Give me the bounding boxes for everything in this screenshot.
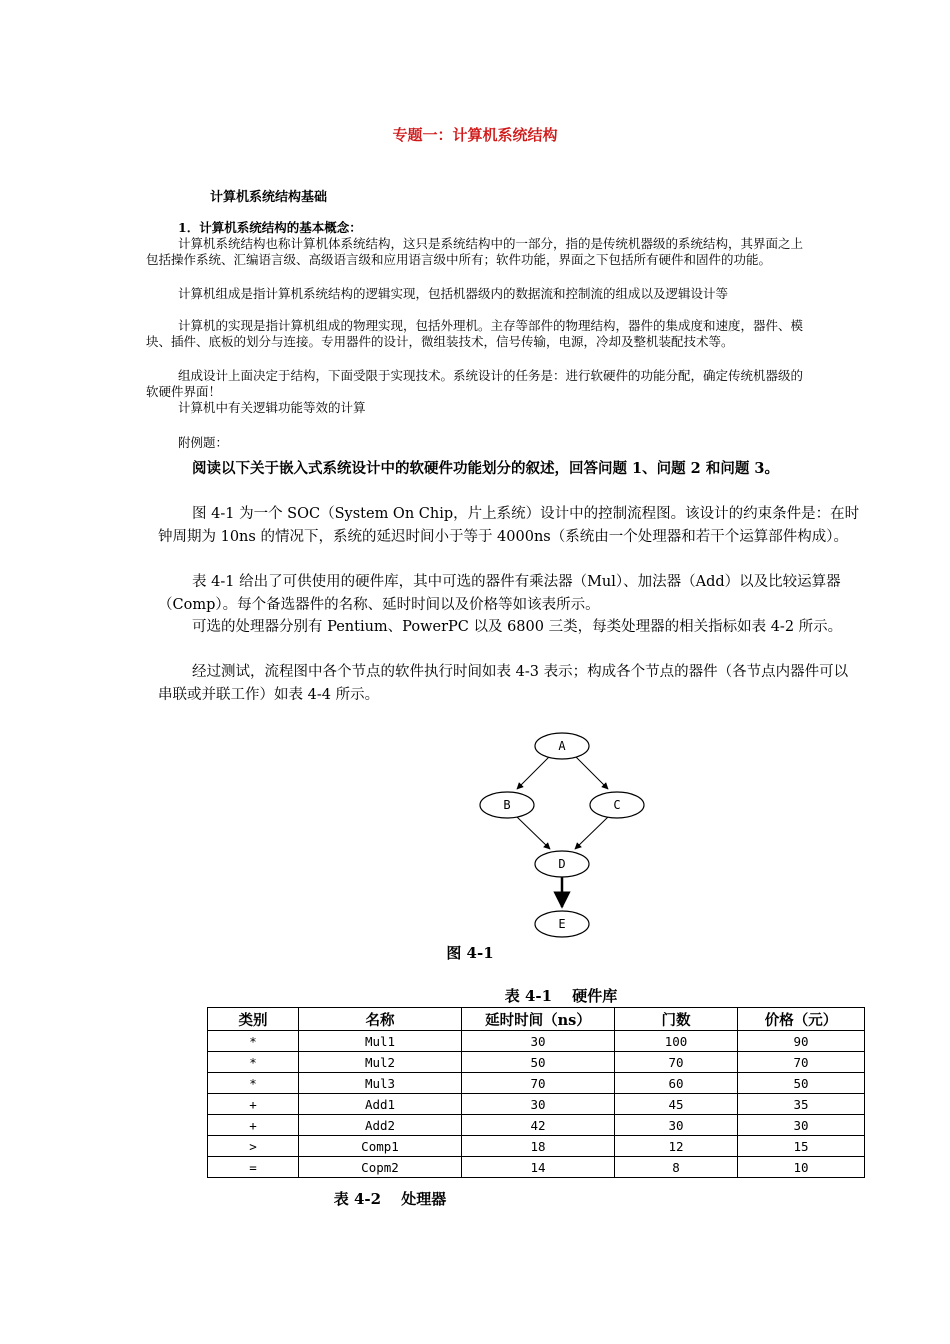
- table-cell: 70: [738, 1052, 865, 1073]
- table-cell: 100: [615, 1031, 738, 1052]
- table-row: [208, 1031, 865, 1052]
- table-cell: 30: [615, 1115, 738, 1136]
- table-cell: =: [208, 1157, 299, 1178]
- item1-heading: 1．计算机系统结构的基本概念：: [178, 220, 362, 235]
- table-row: [208, 1157, 865, 1178]
- table-cell: +: [208, 1094, 299, 1115]
- edge-c-d: [575, 817, 608, 849]
- node-d-label: D: [558, 857, 566, 871]
- hardware-library-table: [207, 1007, 865, 1178]
- column-header: 类别: [208, 1008, 299, 1031]
- paragraph-5: 计算机中有关逻辑功能等效的计算: [178, 400, 366, 415]
- control-flow-diagram: [470, 728, 660, 943]
- table-cell: Mul2: [299, 1052, 462, 1073]
- column-header: 价格（元）: [738, 1008, 865, 1031]
- table-cell: 8: [615, 1157, 738, 1178]
- table-row: [208, 1115, 865, 1136]
- table-cell: 30: [462, 1031, 615, 1052]
- question-paragraph-1: 图 4-1 为一个 SOC（System On Chip，片上系统）设计中的控制流程图。该设计的约束条件是：在时钟周期为 10ns 的情况下，系统的延迟时间小于等于 4000ns（系统由一个处理器和若干个运算部件构成）。: [158, 506, 860, 545]
- table-cell: 14: [462, 1157, 615, 1178]
- node-e-label: E: [558, 917, 566, 931]
- table-cell: *: [208, 1073, 299, 1094]
- table-cell: 35: [738, 1094, 865, 1115]
- table-row: [208, 1073, 865, 1094]
- table-cell: >: [208, 1136, 299, 1157]
- table-cell: 15: [738, 1136, 865, 1157]
- example-label: 附例题：: [178, 435, 229, 450]
- table-cell: 60: [615, 1073, 738, 1094]
- paragraph-1: 计算机系统结构也称计算机体系统结构，这只是系统结构中的一部分，指的是传统机器级的系统结构，其界面之上包括操作系统、汇编语言级、高级语言级和应用语言级中所有；软件功能，界面之下包括所有硬件和固件的功能。: [146, 236, 804, 267]
- table-cell: 90: [738, 1031, 865, 1052]
- edge-a-b: [517, 757, 549, 789]
- table-cell: 50: [738, 1073, 865, 1094]
- edge-a-c: [576, 757, 608, 789]
- table2-caption: 表 4-2 处理器: [333, 1190, 447, 1208]
- table-cell: *: [208, 1031, 299, 1052]
- column-header: 门数: [615, 1008, 738, 1031]
- table-cell: 12: [615, 1136, 738, 1157]
- table-cell: Copm2: [299, 1157, 462, 1178]
- page-title: 专题一：计算机系统结构: [392, 126, 558, 144]
- column-header: 延时时间（ns）: [462, 1008, 615, 1031]
- table-row: [208, 1094, 865, 1115]
- table-cell: Comp1: [299, 1136, 462, 1157]
- node-b-label: B: [503, 798, 511, 812]
- question-lead: 阅读以下关于嵌入式系统设计中的软硬件功能划分的叙述，回答问题 1、问题 2 和问题 3。: [192, 460, 779, 477]
- paragraph-3: 计算机的实现是指计算机组成的物理实现，包括外理机。主存等部件的物理结构，器件的集成度和速度，器件、模块、插件、底板的划分与连接。专用器件的设计，微组装技术，信号传输，电源，冷却及整机装配技术等。: [146, 318, 804, 349]
- table-row: [208, 1136, 865, 1157]
- table-cell: 30: [738, 1115, 865, 1136]
- question-paragraph-4: 经过测试，流程图中各个节点的软件执行时间如表 4-3 表示；构成各个节点的器件（各节点内器件可以串联或并联工作）如表 4-4 所示。: [158, 664, 849, 703]
- table-cell: 30: [462, 1094, 615, 1115]
- question-paragraph-2: 表 4-1 给出了可供使用的硬件库，其中可选的器件有乘法器（Mul）、加法器（Add）以及比较运算器（Comp）。每个备选器件的名称、延时时间以及价格等如该表所示。: [158, 574, 841, 613]
- table-cell: 70: [462, 1073, 615, 1094]
- table-cell: 45: [615, 1094, 738, 1115]
- table-cell: +: [208, 1115, 299, 1136]
- edge-b-d: [517, 817, 550, 849]
- table-cell: Add1: [299, 1094, 462, 1115]
- table-cell: 18: [462, 1136, 615, 1157]
- table-cell: 70: [615, 1052, 738, 1073]
- paragraph-4: 组成设计上面决定于结构，下面受限于实现技术。系统设计的任务是：进行软硬件的功能分配，确定传统机器级的软硬件界面！: [146, 368, 804, 399]
- paragraph-2: 计算机组成是指计算机系统结构的逻辑实现，包括机器级内的数据流和控制流的组成以及逻辑设计等: [178, 286, 729, 301]
- table-cell: Add2: [299, 1115, 462, 1136]
- table-row: [208, 1052, 865, 1073]
- column-header: 名称: [299, 1008, 462, 1031]
- node-c-label: C: [613, 798, 621, 812]
- table-cell: Mul1: [299, 1031, 462, 1052]
- question-paragraph-3: 可选的处理器分别有 Pentium、PowerPC 以及 6800 三类，每类处理器的相关指标如表 4-2 所示。: [192, 619, 843, 635]
- table-cell: 10: [738, 1157, 865, 1178]
- node-a-label: A: [558, 739, 566, 753]
- table-header-row: [208, 1008, 865, 1031]
- table-cell: 50: [462, 1052, 615, 1073]
- table1-caption: 表 4-1 硬件库: [504, 987, 618, 1005]
- section-title: 计算机系统结构基础: [210, 190, 328, 205]
- table-cell: 42: [462, 1115, 615, 1136]
- figure-caption: 图 4-1: [446, 944, 494, 962]
- table-cell: Mul3: [299, 1073, 462, 1094]
- table-cell: *: [208, 1052, 299, 1073]
